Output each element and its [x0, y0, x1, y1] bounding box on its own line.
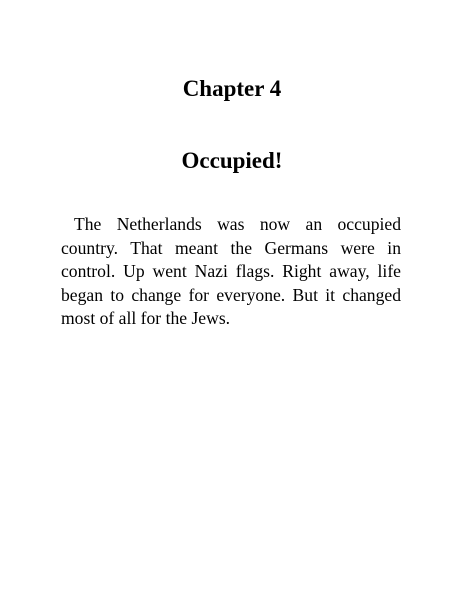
chapter-number: Chapter 4 [182, 76, 282, 101]
body-paragraph: The Netherlands was now an occupied country. That meant the Germans were in control. Up went Nazi flags. Right away, life began to change for everyone. But it changed most of all for the Jews. [61, 214, 401, 328]
chapter-title: Occupied! [181, 148, 283, 173]
